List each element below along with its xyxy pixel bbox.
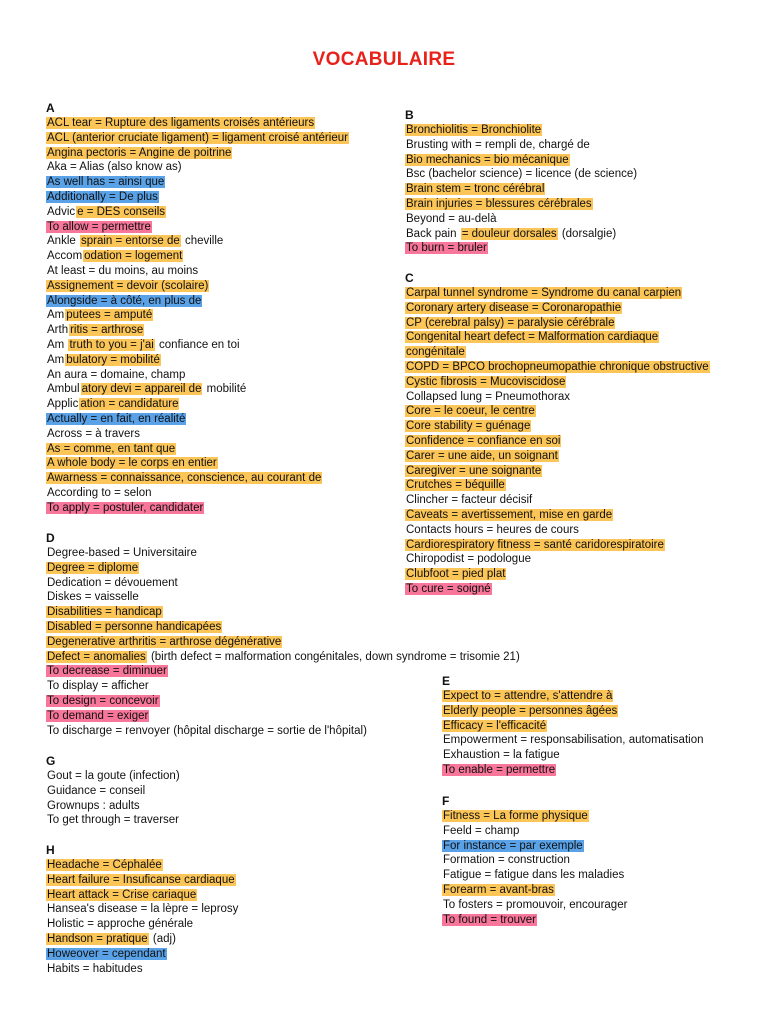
highlighted-text: Additionally = De plus [47,190,158,203]
highlighted-text: Bronchiolitis = Bronchiolite [406,124,542,136]
highlighted-text: Degree = diplome [47,561,139,574]
highlighted-text: As well has = ainsi que [47,176,165,189]
entry-text: Formation = construction [443,854,570,867]
page-title: VOCABULAIRE [312,49,456,70]
entry-text: Exhaustion = la fatigue [443,749,560,762]
vocab-entry [442,719,705,734]
entry-text: Chiropodist = podologue [406,553,531,566]
vocab-entry [46,799,181,814]
highlighted-text: Forearm = avant-bras [443,883,554,896]
highlighted-text: To burn = bruler [406,242,487,255]
section-g [46,754,181,828]
vocab-entry [46,813,181,828]
entry-text: Diskes = vaisselle [47,591,139,604]
highlighted-text: Efficacy = l'efficacité [443,719,547,732]
highlighted-text: e = DES conseils [77,205,166,218]
vocab-entry [46,427,349,442]
highlighted-text: Confidence = confiance en soi [406,434,561,447]
vocab-entry [46,471,349,486]
vocab-entry [405,286,710,301]
highlighted-text: ACL (anterior cruciate ligament) = ligament croisé antérieur [47,131,348,144]
vocab-entry [46,769,181,784]
highlighted-text: Assignement = devoir (scolaire) [47,279,209,292]
highlighted-text: Core stability = guénage [406,420,531,433]
vocab-entry [442,839,628,854]
highlighted-text: Howeover = cependant [47,947,166,960]
highlighted-text: To demand = exiger [47,709,149,722]
vocab-entry [46,397,349,412]
vocab-entry [405,167,638,182]
section-header: B [405,108,414,122]
entry-text: To fosters = promouvoir, encourager [443,898,628,911]
entry-text: Arth [47,324,69,337]
vocab-entry [46,561,521,576]
highlighted-text: Disabled = personne handicapées [47,620,222,633]
vocab-entry [46,947,239,962]
vocab-entry [405,449,710,464]
highlighted-text: Cystic fibrosis = Mucoviscidose [406,375,566,388]
vocab-entry [442,913,628,928]
entry-text: Dedication = dévouement [47,576,178,589]
vocab-entry [46,576,521,591]
entry-text: Beyond = au-delà [406,212,497,225]
vocab-entry [405,345,710,360]
entry-text: To get through = traverser [47,814,180,827]
vocab-entry [46,353,349,368]
entry-text: Am [47,309,65,322]
vocab-entry [46,294,349,309]
entry-text: Degree-based = Universitaire [47,547,197,559]
entry-text: Advic [47,205,76,218]
highlighted-text: Crutches = béquille [406,479,505,492]
section-header: D [46,531,55,545]
highlighted-text: Brain stem = tronc cérébral [406,183,545,196]
entry-text: According to = selon [47,486,152,499]
vocab-entry [46,650,521,665]
vocab-entry [405,360,710,375]
entry-text: At least = du moins, au moins [47,264,199,277]
vocab-entry [46,902,239,917]
highlighted-text: Fitness = La forme physique [443,810,588,822]
section-header: H [46,843,55,857]
vocab-entry [46,412,349,427]
entry-text: Feeld = champ [443,824,520,837]
entry-text: Applic [47,398,79,411]
highlighted-text: To enable = permettre [443,763,556,776]
vocab-entry [46,146,349,161]
entry-text: Am [47,353,65,366]
highlighted-text: For instance = par exemple [443,839,583,852]
highlighted-text: To allow = permettre [47,220,151,233]
highlighted-text: ation = candidature [80,398,179,411]
vocab-entry [46,160,349,175]
vocab-entry [405,316,710,331]
highlighted-text: Carpal tunnel syndrome = Syndrome du canal carpien [406,287,682,299]
vocab-entry [405,227,638,242]
vocab-entry [405,419,710,434]
vocab-entry [405,138,638,153]
vocab-entry [46,858,239,873]
vocab-entry [46,546,521,561]
highlighted-text: Caveats = avertissement, mise en garde [406,508,613,521]
entry-text: Clincher = facteur décisif [406,494,533,507]
vocab-entry [442,809,628,824]
entry-text: (dorsalgie) [558,227,617,240]
highlighted-text: Clubfoot = pied plat [406,568,506,581]
vocab-entry [46,501,349,516]
vocab-entry [46,205,349,220]
entry-text: Ambul [47,383,80,396]
vocab-entry [46,264,349,279]
vocab-entry [405,375,710,390]
section-header: E [442,674,451,688]
entry-text: Habits = habitudes [47,962,143,975]
highlighted-text: Disabilities = handicap [47,606,162,619]
vocab-entry [405,404,710,419]
highlighted-text: To cure = soigné [406,582,491,595]
vocab-entry [46,338,349,353]
highlighted-text: ACL tear = Rupture des ligaments croisés antérieurs [47,117,315,129]
section-header: C [405,271,414,285]
vocab-entry [442,748,705,763]
vocab-entry [46,888,239,903]
entry-text: Brusting with = rempli de, chargé de [406,138,590,151]
vocab-entry [46,308,349,323]
entry-text: (birth defect = malformation congénitales, down syndrome = trisomie 21) [147,650,520,663]
vocab-entry [46,249,349,264]
highlighted-text: To apply = postuler, candidater [47,501,204,514]
entry-text: Accom [47,250,83,263]
vocab-entry [405,212,638,227]
vocab-entry [46,932,239,947]
section-f [442,794,628,927]
vocab-entry [442,824,628,839]
vocab-entry [46,635,521,650]
vocab-entry [442,689,705,704]
highlighted-text: Congenital heart defect = Malformation cardiaque [406,331,659,344]
highlighted-text: Alongside = à côté, en plus de [47,294,202,307]
vocab-entry [46,917,239,932]
highlighted-text: Coronary artery disease = Coronaropathie [406,301,622,314]
highlighted-text: A whole body = le corps en entier [47,457,217,470]
highlighted-text: Degenerative arthritis = arthrose dégénérative [47,635,282,648]
vocab-entry [405,508,710,523]
section-h [46,843,239,976]
section-header: F [442,794,450,808]
entry-text: confiance en toi [155,338,240,351]
vocab-entry [405,153,638,168]
section-b [405,108,638,256]
vocab-entry [46,175,349,190]
entry-text: Empowerment = responsabilisation, automatisation [443,734,704,747]
highlighted-text: Carer = une aide, un soignant [406,449,558,462]
vocab-entry [46,368,349,383]
highlighted-text: To design = concevoir [47,694,159,707]
highlighted-text: Cardiorespiratory fitness = santé caridorespiratoire [406,538,664,551]
vocab-entry [46,456,349,471]
entry-text: To discharge = renvoyer (hôpital discharge = sortie de l'hôpital) [47,724,367,737]
vocab-entry [46,116,349,131]
highlighted-text: Heart failure = Insuficanse cardiaque [47,873,235,886]
entry-text: Guidance = conseil [47,784,146,797]
highlighted-text: Expect to = attendre, s'attendre à [443,690,613,702]
entry-text: Gout = la goute (infection) [47,770,180,782]
highlighted-text: putees = amputé [66,309,153,322]
vocab-entry [405,493,710,508]
highlighted-text: ritis = arthrose [70,324,144,337]
vocab-entry [442,733,705,748]
highlighted-text: To decrease = diminuer [47,665,167,678]
highlighted-text: Angina pectoris = Angine de poitrine [47,146,232,159]
vocab-entry [46,442,349,457]
vocab-entry [405,241,638,256]
highlighted-text: Heart attack = Crise cariaque [47,888,197,901]
highlighted-text: sprain = entorse de [80,235,180,248]
vocab-entry [442,704,705,719]
highlighted-text: truth to you = j'ai [69,338,154,351]
entry-text: Ankle [47,235,79,248]
vocab-entry [442,898,628,913]
vocab-entry [46,486,349,501]
section-e [442,674,705,778]
vocab-entry [405,330,710,345]
highlighted-text: odation = logement [84,250,183,263]
highlighted-text: Core = le coeur, le centre [406,405,535,418]
vocab-entry [405,390,710,405]
vocab-entry [405,434,710,449]
vocab-entry [442,853,628,868]
entry-text: Holistic = approche générale [47,918,194,931]
section-a [46,101,349,516]
vocab-entry [46,279,349,294]
vocab-entry [405,197,638,212]
entry-text: cheville [181,235,224,248]
entry-text: Aka = Alias (also know as) [47,161,182,174]
section-header: A [46,101,55,115]
entry-text: Bsc (bachelor science) = licence (de science) [406,168,638,181]
highlighted-text: Elderly people = personnes âgées [443,704,618,717]
highlighted-text: Actually = en fait, en réalité [47,412,186,425]
entry-text: Across = à travers [47,427,140,440]
entry-text: Am [47,338,68,351]
entry-text: mobilité [203,383,247,396]
highlighted-text: congénitale [406,346,465,359]
highlighted-text: Defect = anomalies [47,650,146,663]
vocab-entry [405,301,710,316]
highlighted-text: To found = trouver [443,913,537,926]
entry-text: An aura = domaine, champ [47,368,186,381]
entry-text: Contacts hours = heures de cours [406,523,579,536]
highlighted-text: Awarness = connaissance, conscience, au courant de [47,472,322,485]
highlighted-text: Brain injuries = blessures cérébrales [406,197,592,210]
highlighted-text: As = comme, en tant que [47,442,176,455]
entry-text: To display = afficher [47,680,149,693]
vocab-entry [46,190,349,205]
entry-text: Collapsed lung = Pneumothorax [406,390,570,403]
vocab-entry [442,883,628,898]
entry-text: Fatigue = fatigue dans les maladies [443,869,625,882]
entry-text: Grownups : adults [47,799,140,812]
vocab-entry [46,962,239,977]
vocab-entry [46,234,349,249]
vocab-entry [46,590,521,605]
vocab-entry [442,763,705,778]
highlighted-text: atory devi = appareil de [81,383,202,396]
entry-text: Back pain [406,227,460,240]
vocab-entry [405,123,638,138]
highlighted-text: = douleur dorsales [461,227,557,240]
vocab-entry [46,382,349,397]
vocab-entry [46,873,239,888]
vocab-entry [442,868,628,883]
highlighted-text: Bio mechanics = bio mécanique [406,153,569,166]
entry-text: (adj) [149,932,176,945]
highlighted-text: Handson = pratique [47,932,148,945]
highlighted-text: Headache = Céphalée [47,859,162,871]
highlighted-text: CP (cerebral palsy) = paralysie cérébrale [406,316,615,329]
highlighted-text: COPD = BPCO brochopneumopathie chronique obstructive [406,360,709,373]
vocab-entry [46,620,521,635]
vocab-entry [46,323,349,338]
vocab-entry [405,478,710,493]
vocab-entry [46,131,349,146]
vocab-entry [46,220,349,235]
highlighted-text: bulatory = mobilité [66,353,160,366]
vocab-entry [405,182,638,197]
section-header: G [46,754,56,768]
vocab-entry [405,464,710,479]
highlighted-text: Caregiver = une soignante [406,464,542,477]
vocab-entry [46,605,521,620]
vocab-entry [46,784,181,799]
entry-text: Hansea's disease = la lèpre = leprosy [47,903,239,916]
